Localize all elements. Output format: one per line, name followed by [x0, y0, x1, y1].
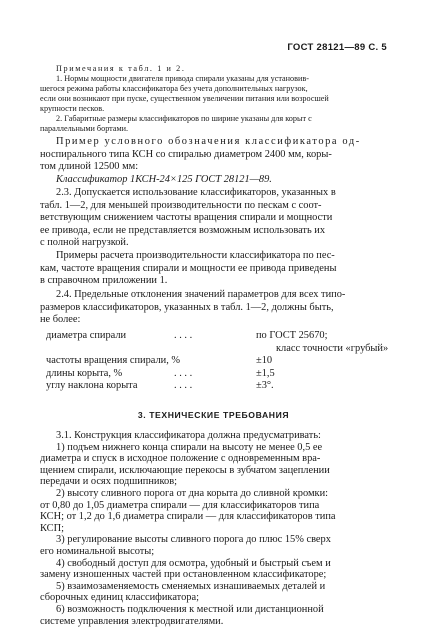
notes-line: параллельными бортами.	[40, 124, 129, 133]
clause-line: размеров классификаторов, указанных в табл. 1—2, должны быть,	[40, 301, 334, 313]
clause-line: в справочном приложении 1.	[40, 275, 168, 287]
notes-heading: Примечания к табл. 1 и 2.	[56, 64, 186, 73]
section3-line: замену изношенных частей при остановленном классификаторе;	[40, 569, 327, 581]
section3-line: КСП;	[40, 522, 64, 534]
section3-line: 1) подъем нижнего конца спирали на высоту не менее 0,5 ее	[56, 441, 323, 453]
notes-line: если они возникают при пуске, существенном увеличении питания или возросшей	[40, 94, 329, 103]
tolerance-value: по ГОСТ 25670;	[256, 330, 328, 341]
tolerance-dots: . . . .	[174, 330, 193, 341]
tolerance-row	[40, 368, 392, 381]
example-designation: Классификатор 1КСН-24×125 ГОСТ 28121—89.	[56, 173, 272, 185]
clause-line: табл. 1—2, для меньшей производительности по пескам с соот-	[40, 199, 322, 211]
notes-line: крупности песков.	[40, 104, 105, 113]
notes-line: 2. Габаритные размеры классификаторов по ширине указаны для корыт с	[56, 114, 312, 123]
clause-line: 2.3. Допускается использование классификаторов, указанных в	[56, 187, 336, 198]
tolerance-list	[40, 330, 392, 393]
tolerance-label: длины корыта, %	[46, 367, 123, 379]
section3-line: 2) высоту сливного порога от дна корыта до сливной кромки:	[56, 487, 329, 499]
section3-line: 3) регулирование высоты сливного порога до плюс 15% сверх	[56, 534, 331, 546]
section3-line: КСН; от 1,2 до 1,6 диаметра спирали — для классификаторов типа	[40, 511, 336, 523]
tolerance-dots: . . . .	[174, 367, 193, 379]
example-block	[40, 136, 392, 186]
section3-line: сборочных единиц классификатора;	[40, 592, 199, 604]
section3-line: 3.1. Конструкция классификатора должна предусматривать:	[56, 430, 321, 441]
notes-line: шегося режима работы классификатора без учета дополнительных нагрузок,	[40, 84, 308, 93]
clause-line: ее привода, если не представляется возможным использовать их	[40, 224, 326, 236]
tolerance-value: ±1,5	[256, 367, 275, 379]
tolerance-value: класс точности «грубый»	[276, 342, 389, 354]
tolerance-label: углу наклона корыта	[46, 380, 138, 392]
notes-block	[40, 64, 392, 134]
section3-line: диаметра и спуск в исходное положение с одновременным вра-	[40, 453, 321, 465]
section3-line: от 0,80 до 1,05 диаметра спирали — для классификаторов типа	[40, 499, 320, 511]
example-line	[40, 136, 392, 149]
section3-line: щением спирали, исключающие перекосы в зубчатом зацеплении	[40, 464, 330, 476]
clause-line: кам, частоте вращения спирали и мощности ее привода приведены	[40, 262, 337, 274]
example-line: том длиной 12500 мм:	[40, 161, 139, 173]
clause-line: не более:	[40, 314, 81, 326]
tolerance-dots: . . . .	[174, 380, 193, 392]
clause-2-4	[40, 289, 392, 327]
section-title: 3. ТЕХНИЧЕСКИЕ ТРЕБОВАНИЯ	[137, 410, 290, 420]
clause-line: с полной нагрузкой.	[40, 237, 129, 249]
clause-2-3	[40, 187, 392, 288]
notes-line: 1. Нормы мощности двигателя привода спирали указаны для установив-	[56, 74, 309, 83]
tolerance-row	[40, 330, 392, 343]
tolerance-label: диаметра спирали	[46, 330, 127, 341]
tolerance-row	[40, 355, 392, 368]
clause-line: Примеры расчета производительности классификатора по пес-	[56, 249, 335, 261]
tolerance-row	[40, 343, 392, 356]
tolerance-value: ±3°.	[256, 380, 274, 392]
clause-line: 2.4. Предельные отклонения значений параметров для всех типо-	[56, 289, 346, 300]
tolerance-row	[40, 380, 392, 393]
section3-line: 5) взаимозаменяемость сменяемых изнашиваемых деталей и	[56, 580, 326, 592]
section3-line: его номинальной высоты;	[40, 545, 155, 557]
clause-line: ветствующим снижением частоты вращения спирали и мощности	[40, 212, 333, 224]
section3-line: 6) возможность подключения к местной или дистанционной	[56, 603, 324, 615]
tolerance-label: частоты вращения спирали, %	[46, 355, 181, 367]
section3-line: системе управления электродвигателями.	[40, 615, 224, 627]
section3-line: 4) свободный доступ для осмотра, удобный и быстрый съем и	[56, 557, 331, 569]
section3-line: передачи и осях подшипников;	[40, 476, 178, 488]
section3-body	[40, 430, 392, 627]
page-header: ГОСТ 28121—89 С. 5	[287, 42, 387, 53]
example-line-text: Пример условного обозначения классификатора од-	[56, 136, 361, 147]
example-line: носпирального типа КСН со спиралью диаметром 2400 мм, коры-	[40, 148, 332, 160]
tolerance-value: ±10	[256, 355, 273, 367]
